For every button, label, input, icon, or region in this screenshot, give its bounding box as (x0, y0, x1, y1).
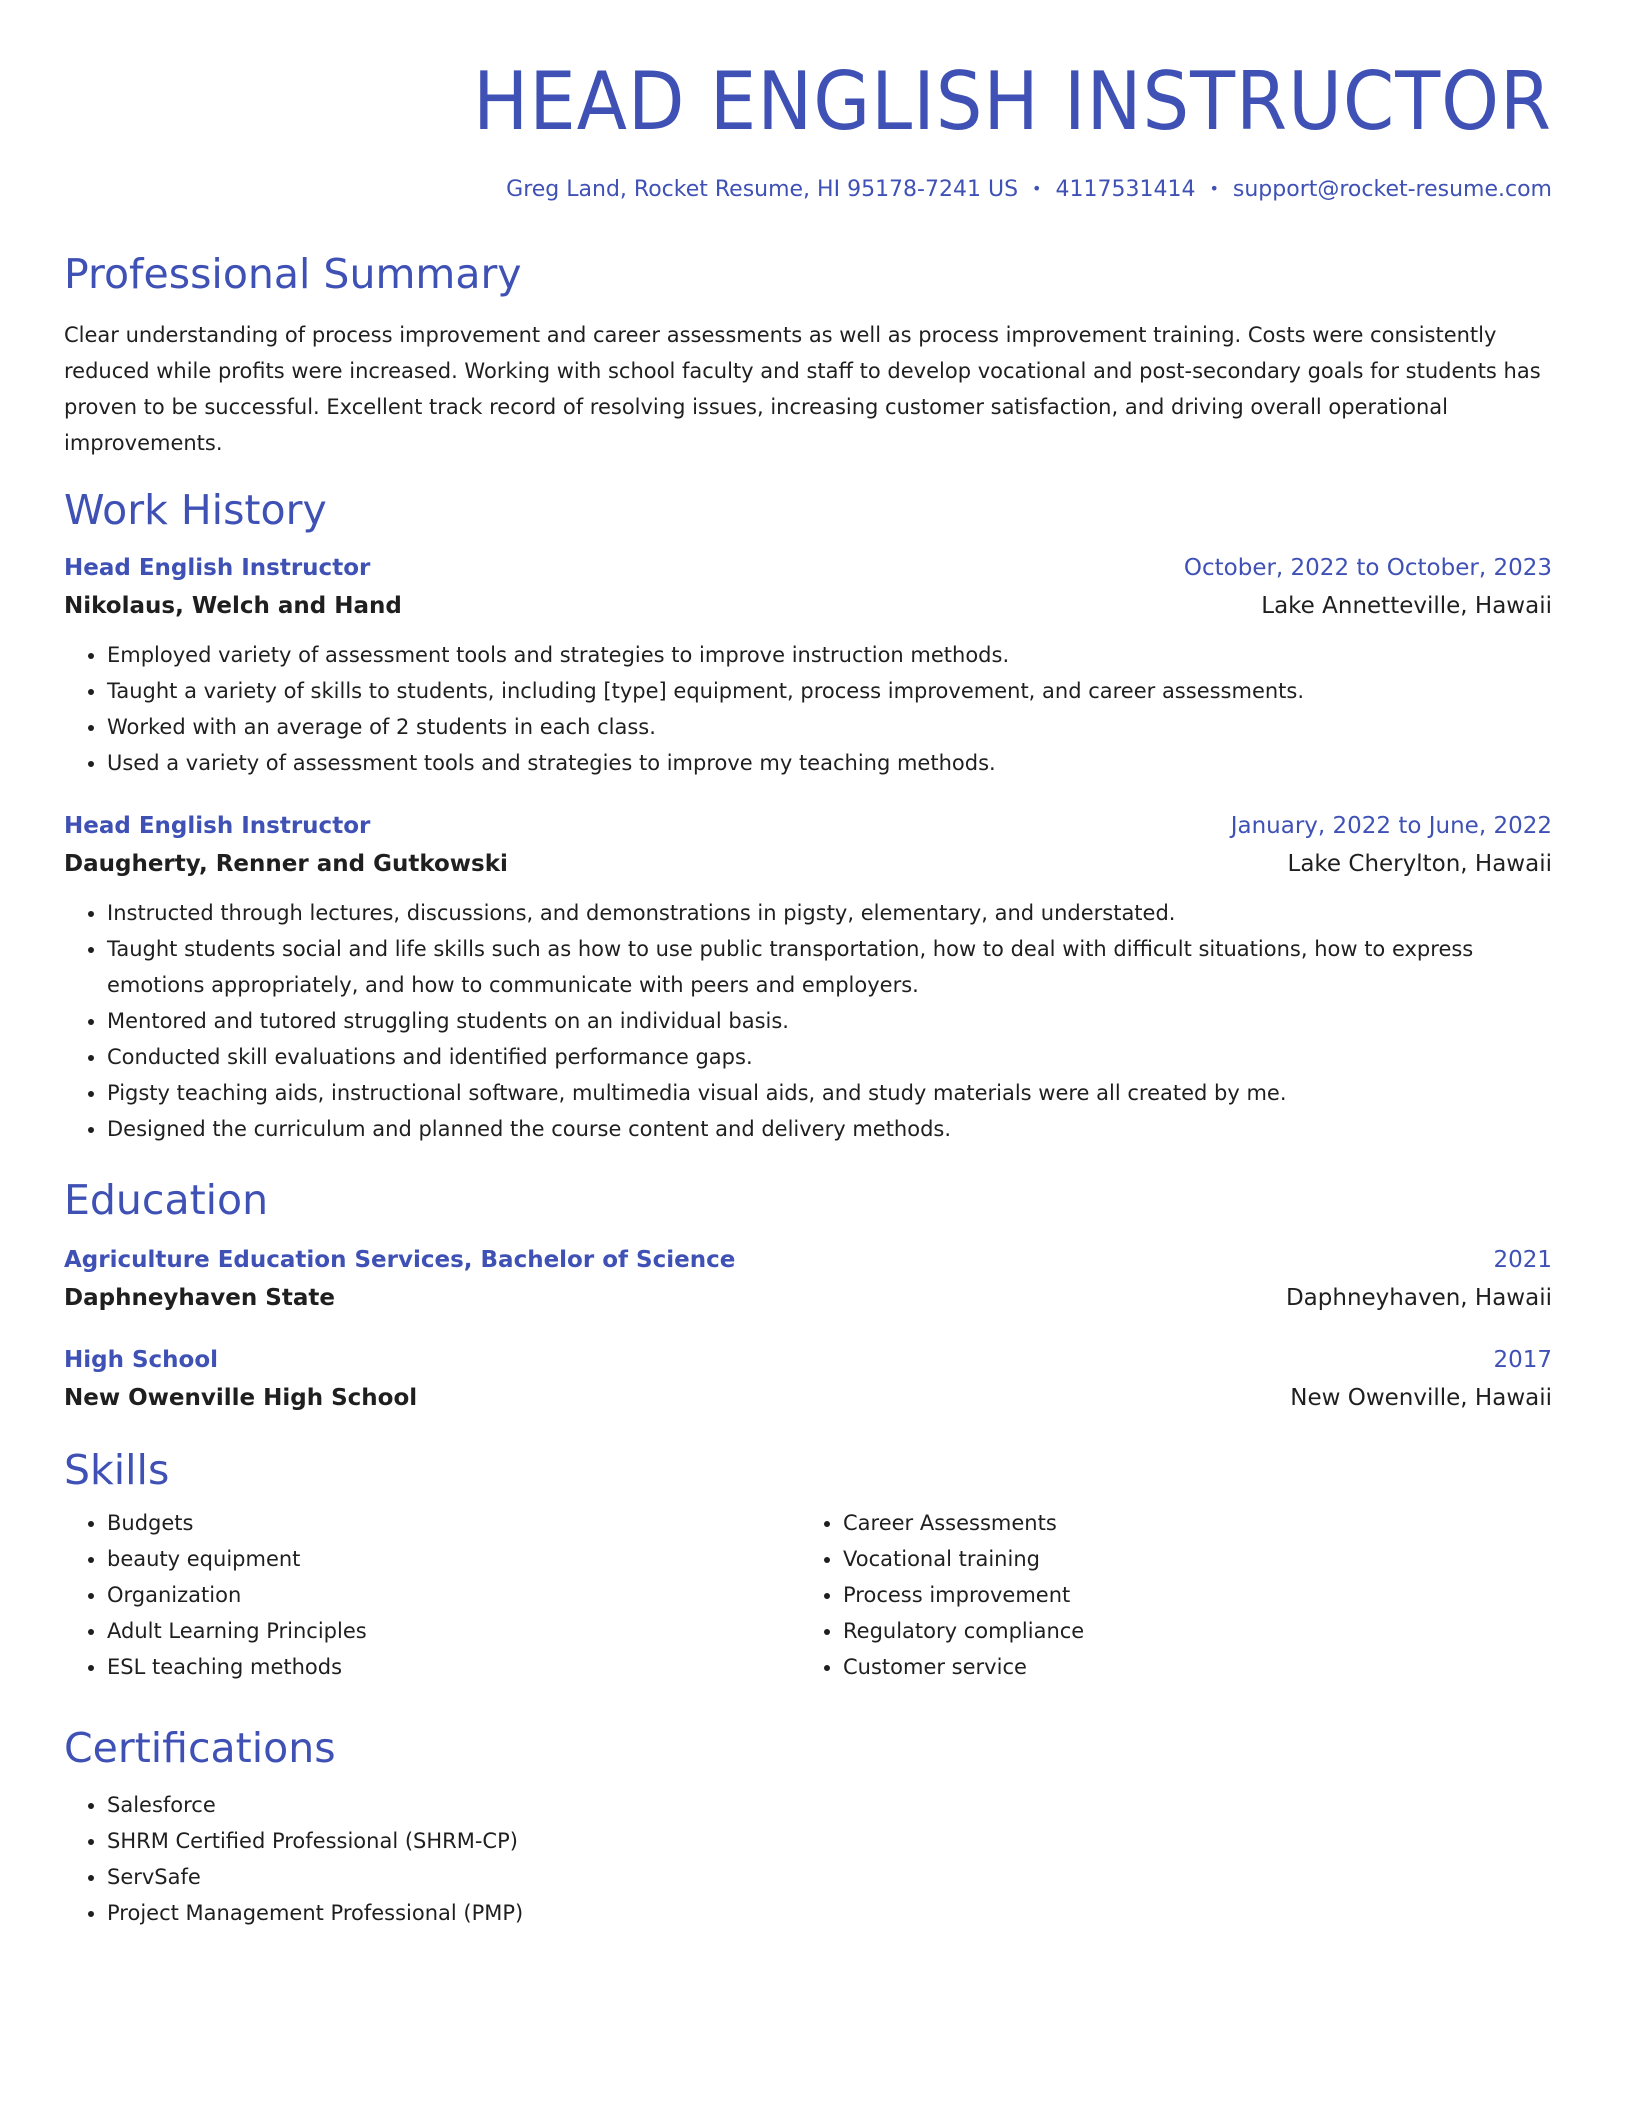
education-heading: Education (64, 1176, 269, 1224)
skill-item: • Organization (107, 1577, 800, 1613)
contact-address: Greg Land, Rocket Resume, HI 95178-7241 US (506, 177, 1019, 202)
certification-item: • ServSafe (107, 1859, 1552, 1895)
education-entry (64, 1243, 1552, 1315)
education-school: New Owenville High School (64, 1385, 418, 1411)
summary-text: Clear understanding of process improvement and career assessments as well as process improvement training. Costs were consistently reduced while profits were increased. Working with school faculty and staff to develop vocational and post-secondary goals for students has proven to be successful. Excellent track record of resolving issues, increasing customer satisfaction, and driving overall operational improvements. (64, 323, 1541, 455)
job-bullet: • Designed the curriculum and planned the course content and delivery methods. (107, 1111, 1552, 1147)
resume-header (64, 52, 1552, 205)
job-role: Head English Instructor (64, 813, 371, 839)
job-title-row (64, 809, 1552, 843)
education-year: 2021 (1493, 1247, 1552, 1273)
education-year: 2017 (1493, 1347, 1552, 1373)
education-entry (64, 1343, 1552, 1415)
education-degree-row (64, 1343, 1552, 1377)
contact-phone: 4117531414 (1055, 177, 1196, 202)
job-bullet: • Conducted skill evaluations and identified performance gaps. (107, 1039, 1552, 1075)
skill-item: • Customer service (843, 1649, 1536, 1685)
job-company-row (64, 847, 1552, 881)
certification-item: • Project Management Professional (PMP) (107, 1895, 1552, 1931)
skills-list-left (64, 1505, 800, 1685)
job-company: Daugherty, Renner and Gutkowski (64, 851, 508, 877)
job-entry (64, 809, 1552, 1147)
job-entry (64, 551, 1552, 781)
education-degree-row (64, 1243, 1552, 1277)
job-bullets (64, 895, 1552, 1147)
education-school: Daphneyhaven State (64, 1285, 335, 1311)
resume-name: HEAD ENGLISH INSTRUCTOR (472, 55, 1552, 148)
skill-item: • Regulatory compliance (843, 1613, 1536, 1649)
certification-item: • SHRM Certified Professional (SHRM-CP) (107, 1823, 1552, 1859)
job-bullet: • Worked with an average of 2 students in each class. (107, 709, 1552, 745)
job-title-row (64, 551, 1552, 585)
job-company-row (64, 589, 1552, 623)
skill-item: • Adult Learning Principles (107, 1613, 800, 1649)
job-dates: October, 2022 to October, 2023 (1183, 555, 1552, 581)
job-location: Lake Annetteville, Hawaii (1261, 593, 1552, 619)
skills-heading: Skills (64, 1446, 170, 1494)
skills-list-right (800, 1505, 1536, 1685)
job-bullets (64, 637, 1552, 781)
job-bullet: • Pigsty teaching aids, instructional software, multimedia visual aids, and study materials were all created by me. (107, 1075, 1552, 1111)
certifications-heading: Certifications (64, 1724, 336, 1772)
job-role: Head English Instructor (64, 555, 371, 581)
job-bullet: • Employed variety of assessment tools and strategies to improve instruction methods. (107, 637, 1552, 673)
skill-item: • Process improvement (843, 1577, 1536, 1613)
job-bullet: • Mentored and tutored struggling students on an individual basis. (107, 1003, 1552, 1039)
job-bullet: • Taught students social and life skills such as how to use public transportation, how to deal with difficult situations, how to express emotions appropriately, and how to communicate with peers and employers. (107, 931, 1552, 1003)
certification-item: • Salesforce (107, 1787, 1552, 1823)
education-degree: Agriculture Education Services, Bachelor of Science (64, 1247, 736, 1273)
contact-separator: • (1032, 179, 1042, 198)
job-location: Lake Cherylton, Hawaii (1287, 851, 1552, 877)
skill-item: • Budgets (107, 1505, 800, 1541)
education-degree: High School (64, 1347, 219, 1373)
work-history-heading: Work History (64, 486, 327, 534)
education-school-row (64, 1381, 1552, 1415)
job-company: Nikolaus, Welch and Hand (64, 593, 402, 619)
skill-item: • Vocational training (843, 1541, 1536, 1577)
job-bullet: • Instructed through lectures, discussions, and demonstrations in pigsty, elementary, and understated. (107, 895, 1552, 931)
summary-heading: Professional Summary (64, 250, 522, 298)
contact-line (64, 174, 1552, 205)
certifications-list (64, 1787, 1552, 1931)
skill-item: • Career Assessments (843, 1505, 1536, 1541)
job-dates: January, 2022 to June, 2022 (1230, 813, 1552, 839)
job-bullet: • Taught a variety of skills to students, including [type] equipment, process improvement, and career assessments. (107, 673, 1552, 709)
contact-email[interactable]: support@rocket-resume.com (1232, 177, 1552, 202)
education-school-row (64, 1281, 1552, 1315)
skill-item: • beauty equipment (107, 1541, 800, 1577)
skills-columns (64, 1505, 1552, 1685)
job-bullet: • Used a variety of assessment tools and strategies to improve my teaching methods. (107, 745, 1552, 781)
contact-separator: • (1209, 179, 1219, 198)
education-location: New Owenville, Hawaii (1290, 1385, 1552, 1411)
skill-item: • ESL teaching methods (107, 1649, 800, 1685)
education-location: Daphneyhaven, Hawaii (1285, 1285, 1552, 1311)
